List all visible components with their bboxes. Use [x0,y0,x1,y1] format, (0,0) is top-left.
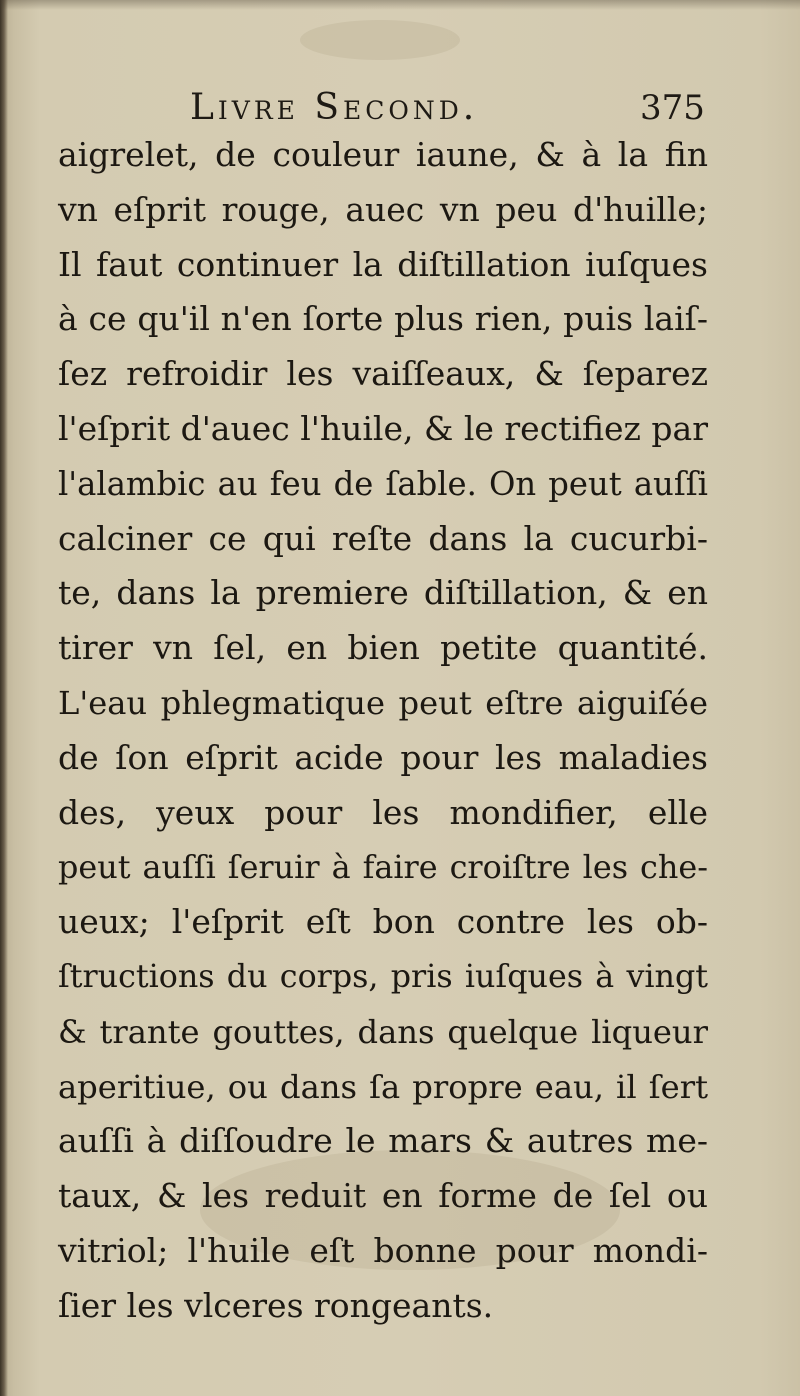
page-top-edge [0,0,800,10]
text-line: ſez refroidir les vaiſſeaux, & ſeparez [58,354,708,394]
text-line: aperitiue, ou dans ſa propre eau, il ſert [58,1067,708,1106]
running-title: Livre Second. [190,87,479,128]
text-line: Il faut continuer la diſtillation iuſques [58,244,708,284]
text-line: à ce qu'il n'en ſorte plus rien, puis laiſ- [58,299,708,339]
page-header [0,82,800,134]
text-line: taux, & les reduit en forme de ſel ou [58,1176,708,1216]
text-line: ſier les vlceres rongeants. [58,1285,494,1325]
text-line: des, yeux pour les mondifier, elle [58,792,708,832]
text-line: tirer vn ſel, en bien petite quantité. [58,628,708,668]
text-line: ſtructions du corps, pris iuſques à vingt [58,958,708,995]
text-line: auſſi à diſſoudre le mars & autres me- [58,1121,708,1161]
text-line: vn eſprit rouge, auec vn peu d'huille; [58,189,708,229]
text-line: & trante gouttes, dans quelque liqueur [58,1012,708,1051]
text-line: aigrelet, de couleur iaune, & à la fin [58,135,708,174]
page-gutter [0,0,8,1396]
text-line: peut auſſi ſeruir à faire croiſtre les che- [58,848,708,887]
text-line: calciner ce qui reſte dans la cucurbi- [58,518,708,558]
text-line: l'alambic au feu de ſable. On peut auſſi [58,464,708,503]
body-text [58,128,708,1334]
page-number: 375 [640,88,705,128]
text-line: vitriol; l'huile eſt bonne pour mondi- [58,1230,708,1270]
text-line: ueux; l'eſprit eſt bon contre les ob- [58,902,708,942]
text-line: L'eau phlegmatique peut eſtre aiguiſée [58,683,708,722]
paper-stain [300,20,460,60]
text-line: l'eſprit d'auec l'huile, & le rectifiez par [58,408,708,448]
text-line: de ſon eſprit acide pour les maladies [58,737,708,777]
text-line: te, dans la premiere diſtillation, & en [58,573,708,613]
